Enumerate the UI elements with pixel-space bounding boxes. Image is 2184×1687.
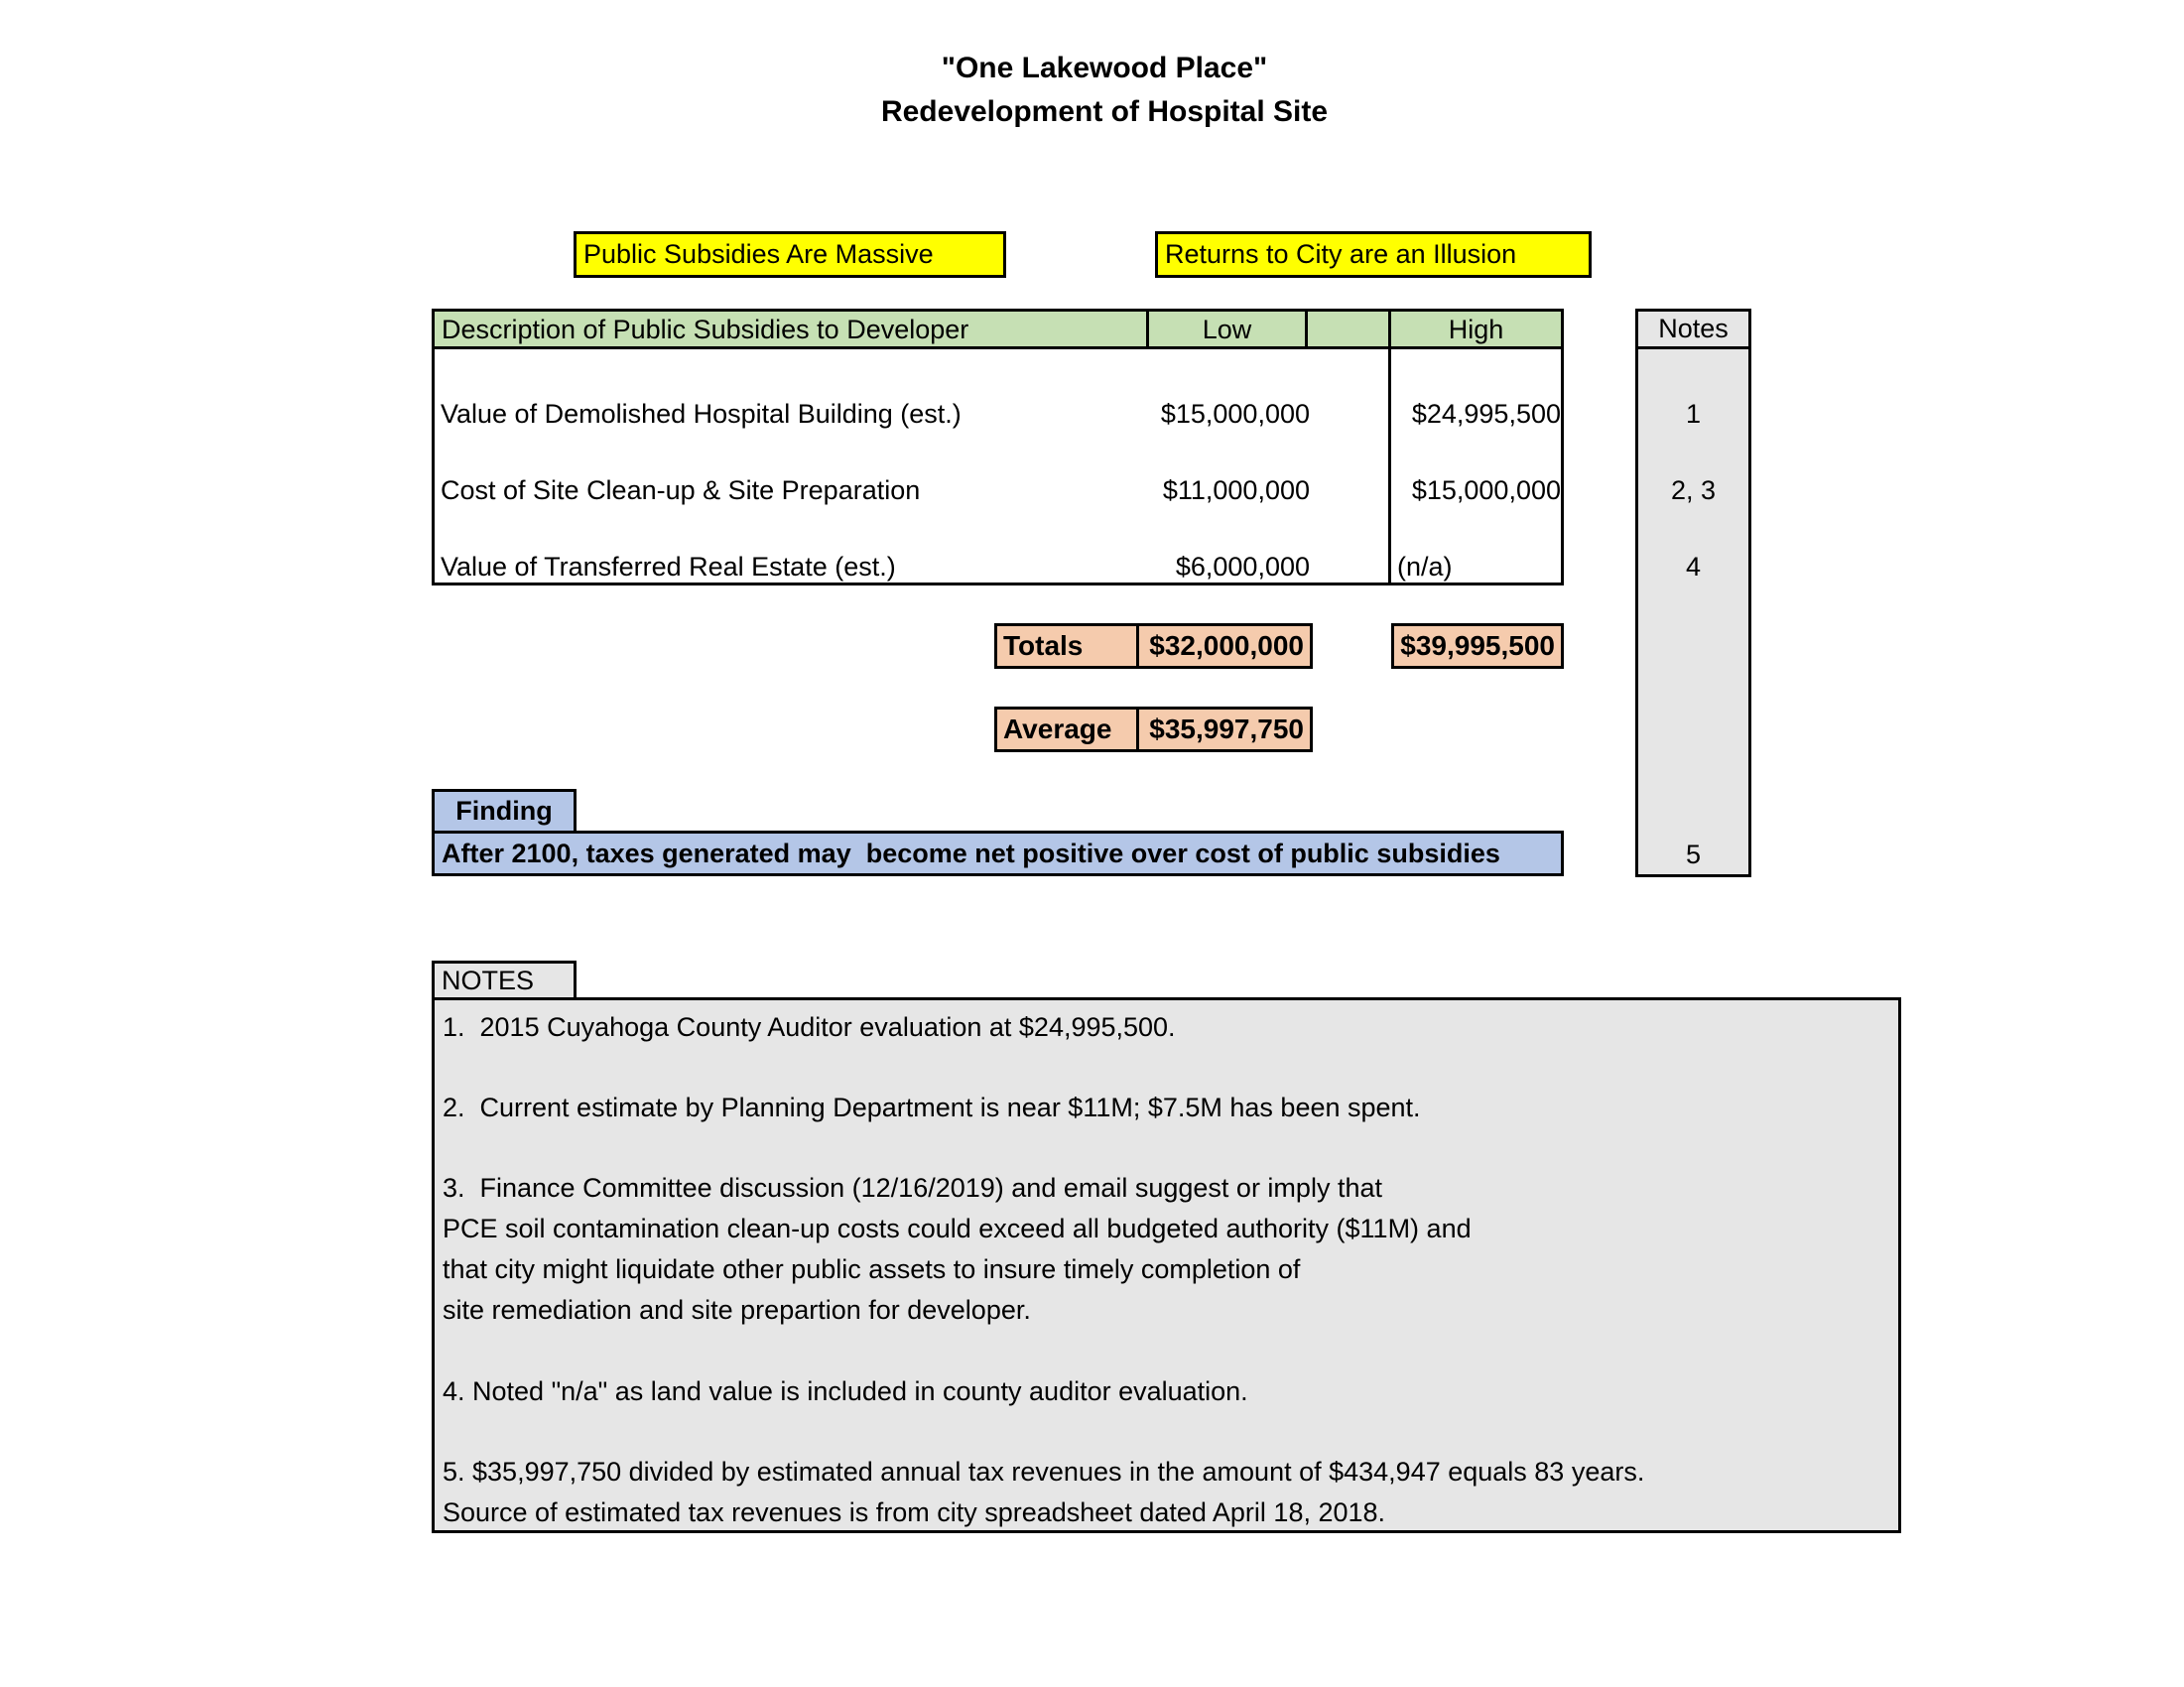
page-title: "One Lakewood Place" (941, 52, 1268, 84)
average-label: Average (994, 707, 1139, 752)
note-ref: 5 (1685, 840, 1702, 869)
table-header-low: Low (1146, 309, 1308, 349)
row-description: Value of Demolished Hospital Building (est.) (441, 399, 962, 429)
finding-text: After 2100, taxes generated may become net positive over cost of public subsidies (432, 831, 1564, 876)
note-item: 5. $35,997,750 divided by estimated annual tax revenues in the amount of $434,947 equals 83 years. Source of estimated tax revenues is from city spreadsheet dated April 18, 2018. (443, 1457, 1645, 1527)
row-high-value: $24,995,500 (1411, 399, 1561, 429)
totals-high-value: $39,995,500 (1391, 623, 1564, 669)
banner-returns-city: Returns to City are an Illusion (1155, 231, 1592, 278)
table-header-spacer (1305, 309, 1391, 349)
table-header-description: Description of Public Subsidies to Developer (432, 309, 1149, 349)
notes-column-body (1635, 346, 1751, 877)
note-ref: 2, 3 (1670, 475, 1717, 505)
banner-public-subsidies: Public Subsidies Are Massive (574, 231, 1006, 278)
notes-section-label: NOTES (432, 961, 577, 1000)
subsidy-table-body (432, 346, 1564, 585)
row-low-value: $11,000,000 (1162, 475, 1310, 505)
row-high-value: (n/a) (1397, 552, 1453, 582)
row-description: Value of Transferred Real Estate (est.) (441, 552, 896, 582)
notes-section-box (432, 997, 1901, 1533)
page-subtitle: Redevelopment of Hospital Site (880, 95, 1329, 128)
note-ref: 4 (1685, 552, 1702, 582)
row-low-value: $15,000,000 (1160, 399, 1310, 429)
row-high-value: $15,000,000 (1411, 475, 1561, 505)
note-item: 2. Current estimate by Planning Department is near $11M; $7.5M has been spent. (443, 1093, 1421, 1122)
notes-column-header: Notes (1635, 309, 1751, 349)
note-item: 1. 2015 Cuyahoga County Auditor evaluation at $24,995,500. (443, 1012, 1176, 1042)
finding-label: Finding (432, 789, 577, 834)
high-column-divider (1388, 349, 1391, 583)
table-header-high: High (1388, 309, 1564, 349)
row-description: Cost of Site Clean-up & Site Preparation (441, 475, 921, 505)
totals-low-value: $32,000,000 (1136, 623, 1313, 669)
row-low-value: $6,000,000 (1175, 552, 1310, 582)
average-value: $35,997,750 (1136, 707, 1313, 752)
note-item: 3. Finance Committee discussion (12/16/2019) and email suggest or imply that PCE soil contamination clean-up costs could exceed all budgeted authority ($11M) and that city might liquidate other public assets to insure timely completion of site remediation and site prepartion for developer. (443, 1173, 1472, 1325)
note-item: 4. Noted "n/a" as land value is included in county auditor evaluation. (443, 1376, 1248, 1406)
totals-label: Totals (994, 623, 1139, 669)
note-ref: 1 (1685, 399, 1702, 429)
